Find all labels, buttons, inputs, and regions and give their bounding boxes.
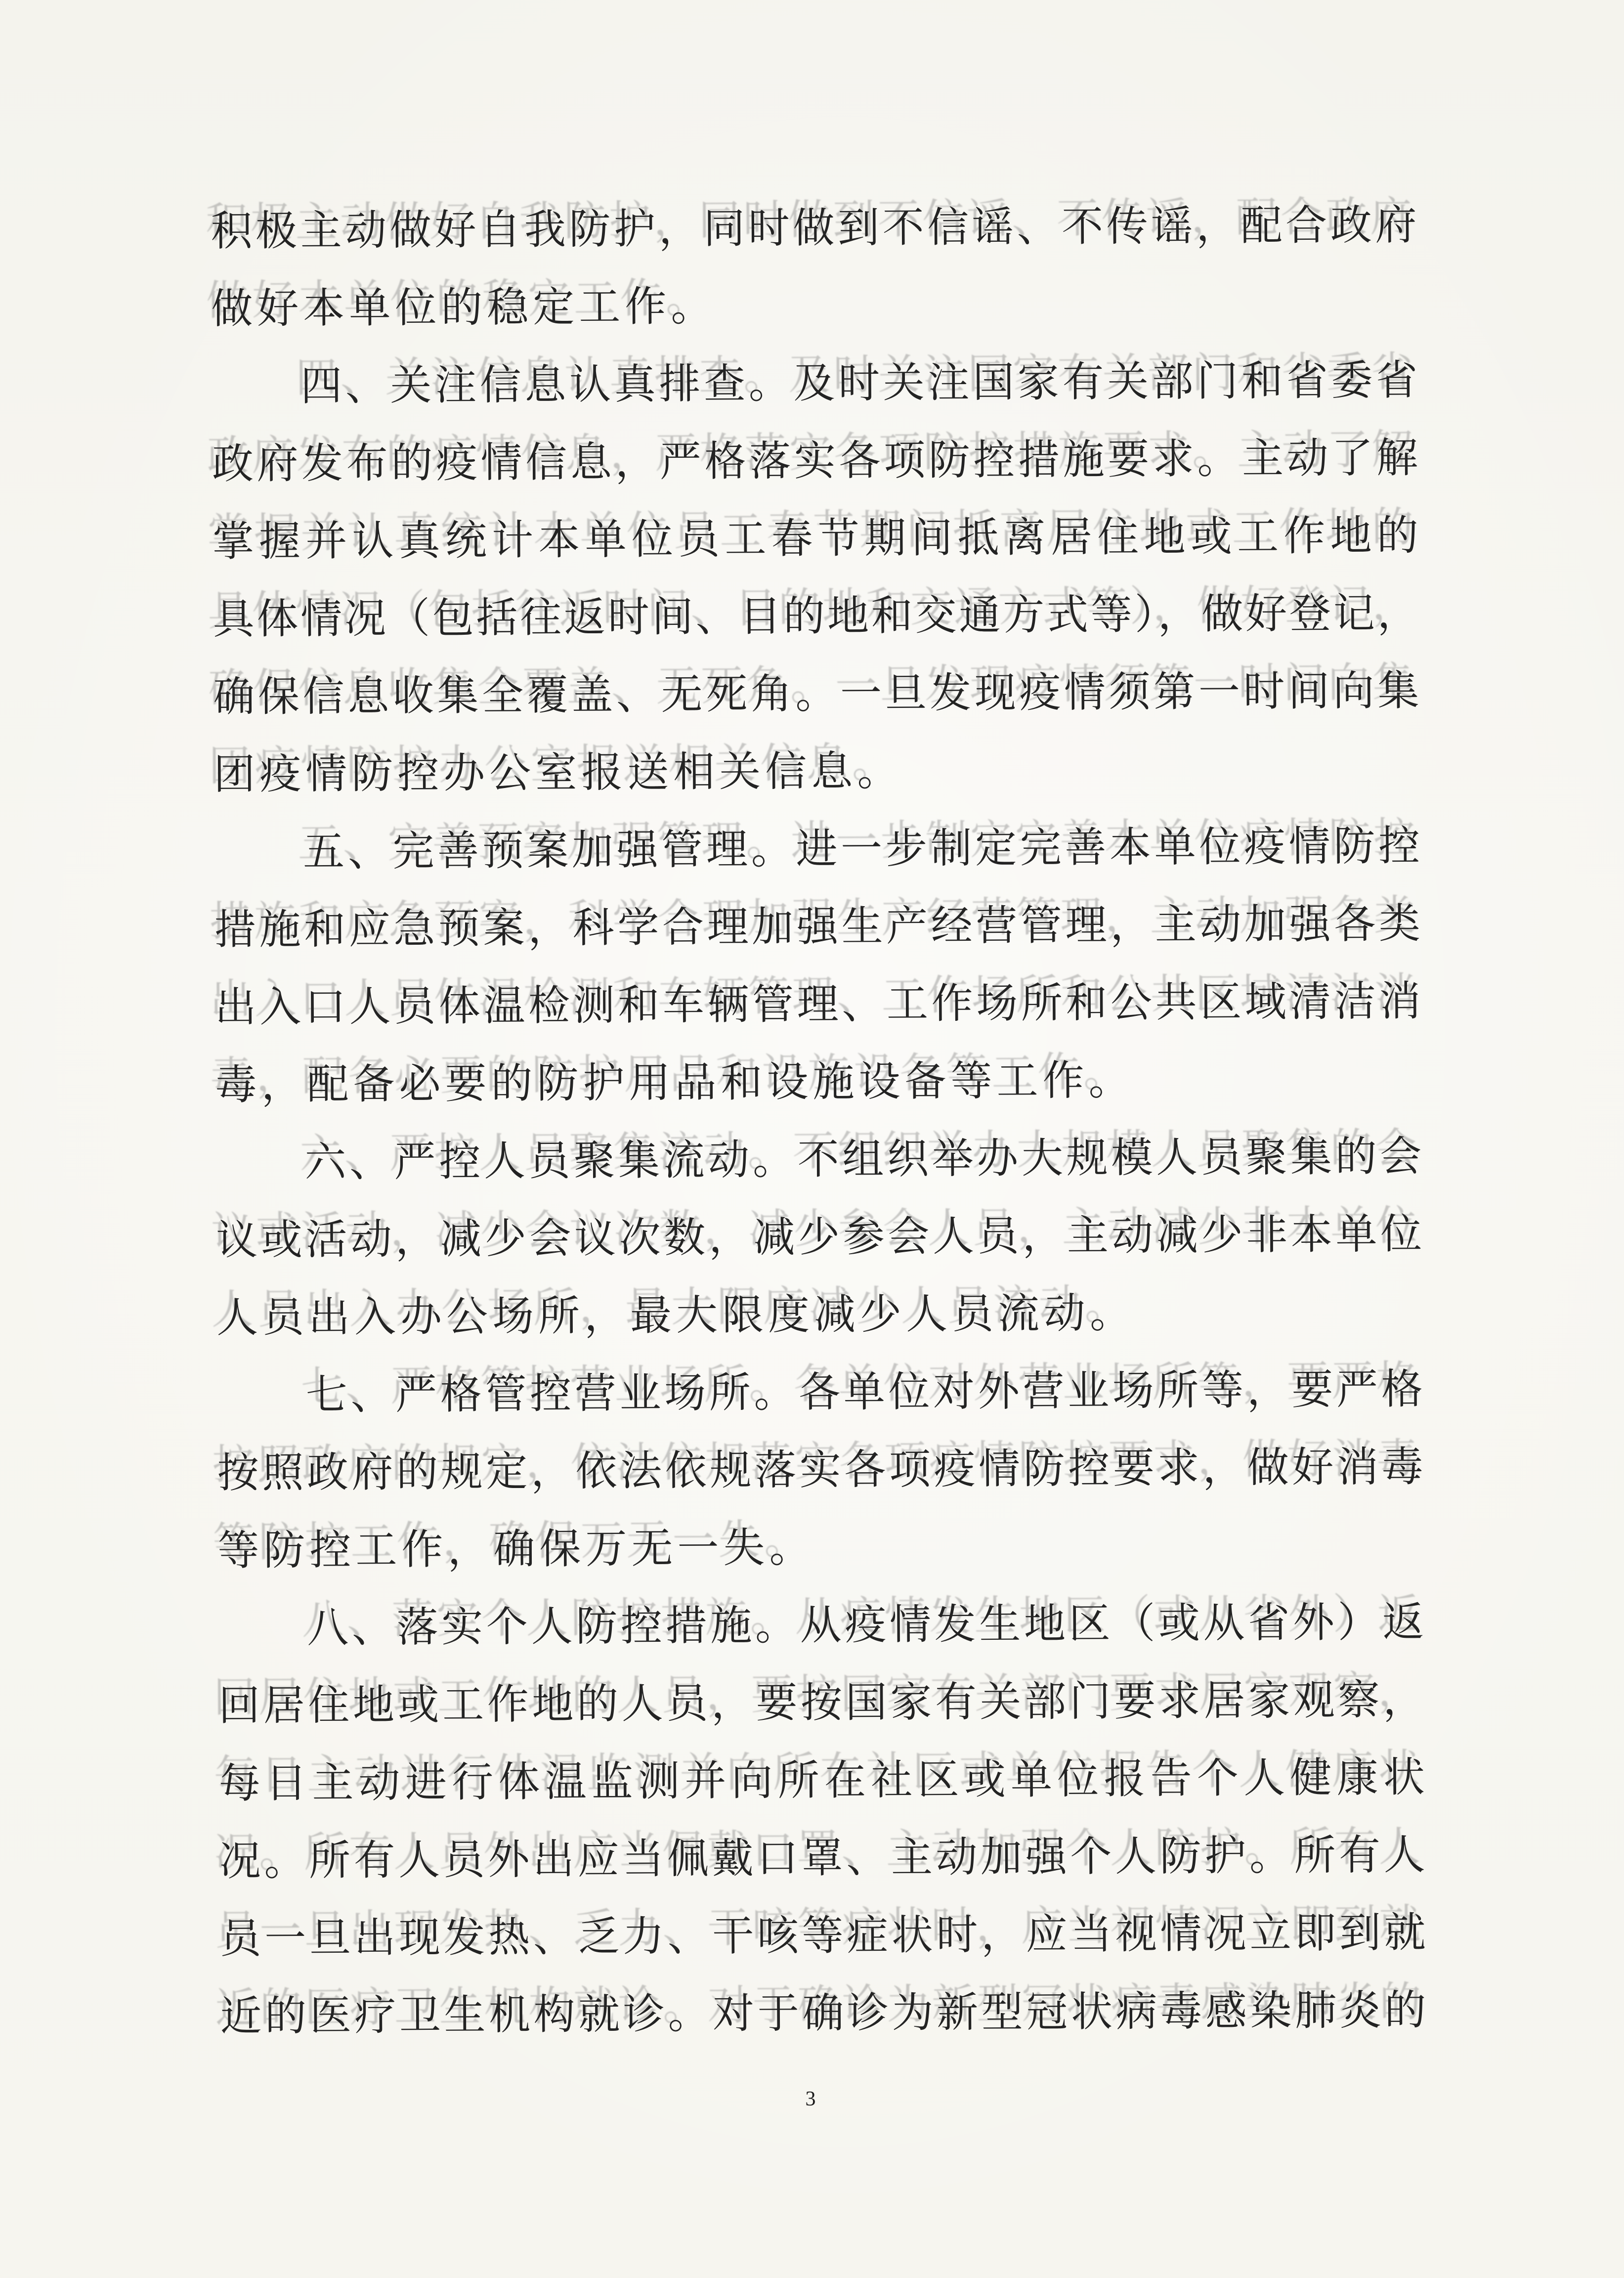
text-line: 掌握并认真统计本单位员工春节期间抵离居住地或工作地的 bbox=[212, 513, 1419, 566]
text-line: 措施和应急预案，科学合理加强生产经营管理，主动加强各类 bbox=[214, 901, 1421, 954]
text-line: 人员出入办公场所，最大限度减少人员流动。 bbox=[216, 1290, 1136, 1342]
text-line: 议或活动，减少会议次数，减少参会人员，主动减少非本单位 bbox=[216, 1211, 1422, 1264]
text-line: 按照政府的规定，依法依规落实各项疫情防控要求，做好消毒 bbox=[217, 1444, 1423, 1497]
text-line-section-7-heading: 七、严格管控营业场所。各单位对外营业场所等，要严格 bbox=[305, 1366, 1423, 1419]
text-line-section-8-heading: 八、落实个人防控措施。从疫情发生地区（或从省外）返 bbox=[307, 1599, 1424, 1652]
text-line: 毒，配备必要的防护用品和设施设备等工作。 bbox=[215, 1057, 1135, 1109]
text-line: 确保信息收集全覆盖、无死角。一旦发现疫情须第一时间向集 bbox=[213, 668, 1419, 721]
text-line: 出入口人员体温检测和车辆管理、工作场所和公共区域清洁消 bbox=[214, 978, 1421, 1031]
text-line: 回居住地或工作地的人员，要按国家有关部门要求居家观察， bbox=[218, 1677, 1425, 1730]
text-line: 团疫情防控办公室报送相关信息。 bbox=[214, 748, 903, 798]
page-number: 3 bbox=[805, 2088, 816, 2110]
text-line-section-4-heading: 四、关注信息认真排查。及时关注国家有关部门和省委省 bbox=[300, 357, 1418, 410]
text-line: 政府发布的疫情信息，严格落实各项防控措施要求。主动了解 bbox=[212, 435, 1418, 488]
text-line: 等防控工作，确保万无一失。 bbox=[217, 1525, 815, 1575]
text-line: 况。所有人员外出应当佩戴口罩、主动加强个人防护。所有人 bbox=[219, 1832, 1426, 1885]
text-line: 每日主动进行体温监测并向所在社区或单位报告个人健康状 bbox=[218, 1754, 1425, 1807]
text-line: 近的医疗卫生机构就诊。对于确诊为新型冠状病毒感染肺炎的 bbox=[220, 1987, 1426, 2040]
text-line: 积极主动做好自我防护，同时做到不信谣、不传谣，配合政府 bbox=[211, 202, 1417, 255]
text-line: 员一旦出现发热、乏力、干咳等症状时，应当视情况立即到就 bbox=[219, 1910, 1426, 1963]
text-line: 具体情况（包括往返时间、目的地和交通方式等），做好登记， bbox=[213, 590, 1419, 643]
text-line-section-6-heading: 六、严控人员聚集流动。不组织举办大规模人员聚集的会 bbox=[304, 1134, 1422, 1186]
body-text bbox=[211, 187, 1426, 2056]
text-line-section-5-heading: 五、完善预案加强管理。进一步制定完善本单位疫情防控 bbox=[302, 823, 1420, 876]
text-line: 做好本单位的稳定工作。 bbox=[211, 284, 717, 333]
